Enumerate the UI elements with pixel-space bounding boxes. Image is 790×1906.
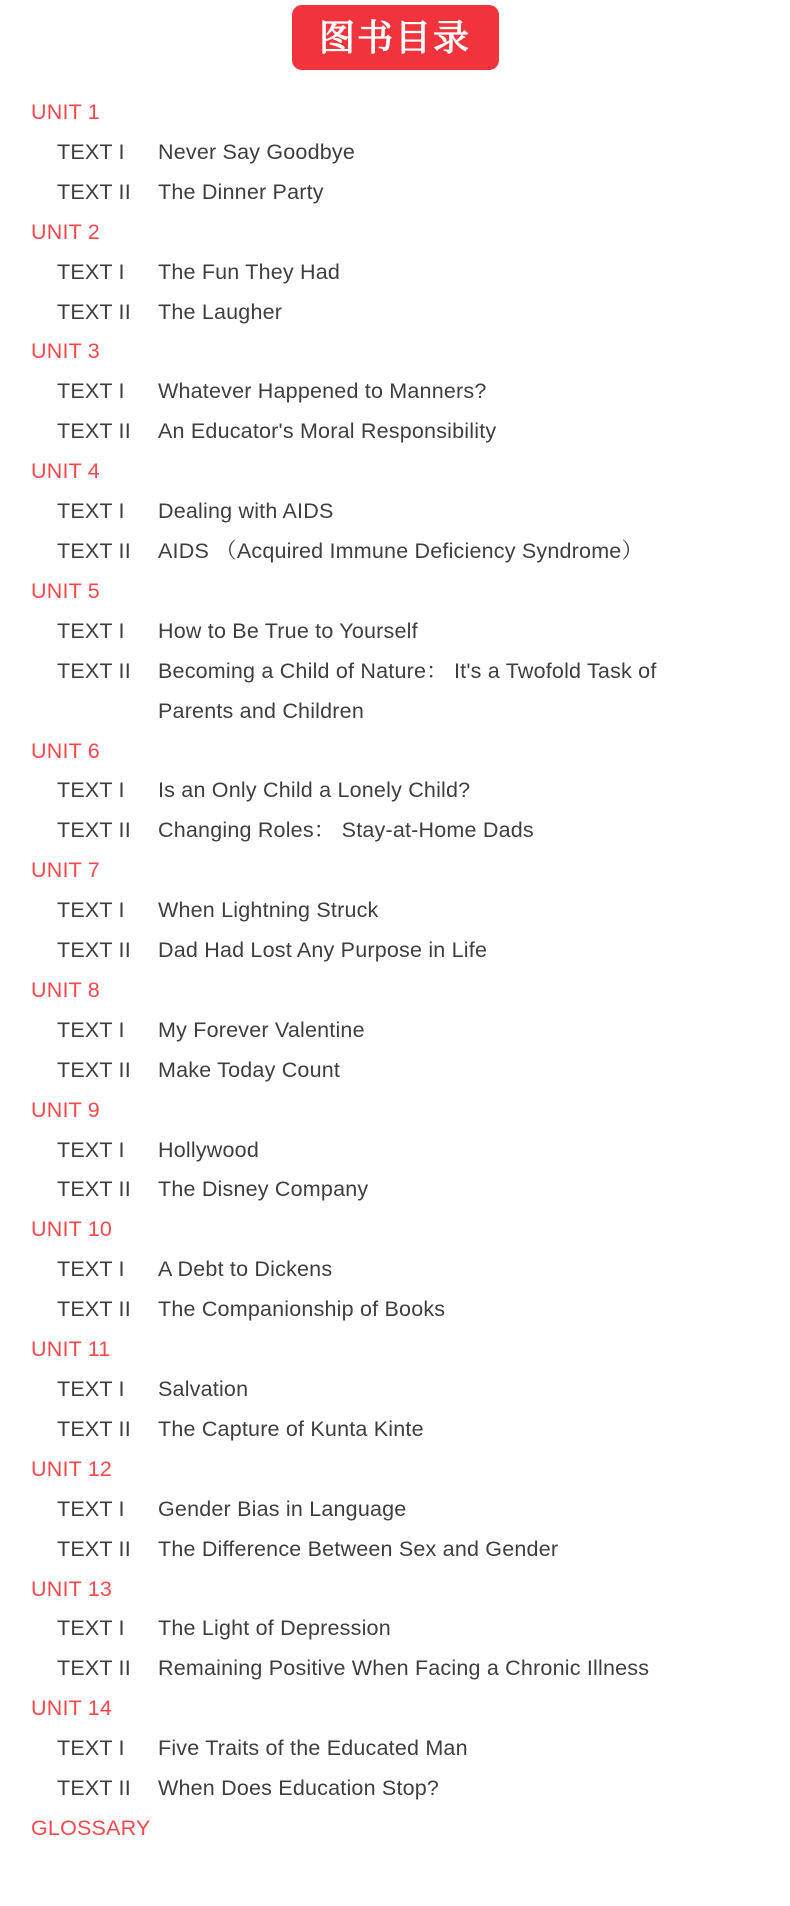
toc-entry xyxy=(0,253,790,293)
text-title: Whatever Happened to Manners? xyxy=(158,379,487,404)
toc-entry xyxy=(0,372,790,412)
text-title: Becoming a Child of Nature： It's a Twofold Task of Parents and Children xyxy=(158,658,657,723)
unit-heading-3: UNIT 3 xyxy=(31,339,100,364)
toc-entry xyxy=(0,1729,790,1769)
toc-entry xyxy=(0,1290,790,1330)
toc-entry xyxy=(0,1609,790,1649)
toc-entry xyxy=(0,612,790,652)
text-label: TEXT I xyxy=(57,499,125,524)
toc-entry xyxy=(0,891,790,931)
text-label: TEXT I xyxy=(57,1137,125,1162)
toc-entry xyxy=(0,1250,790,1290)
text-title: Gender Bias in Language xyxy=(158,1496,407,1521)
text-label: TEXT II xyxy=(57,1416,131,1441)
unit-heading-14: UNIT 14 xyxy=(31,1696,113,1721)
text-title: Salvation xyxy=(158,1377,249,1401)
text-title: Hollywood xyxy=(158,1137,259,1162)
text-title: Make Today Count xyxy=(158,1057,341,1082)
text-title: The Disney Company xyxy=(158,1177,369,1202)
unit-heading-4: UNIT 4 xyxy=(31,459,100,484)
toc-entry xyxy=(0,133,790,173)
toc-entry xyxy=(0,1051,790,1091)
text-label: TEXT I xyxy=(57,1496,125,1521)
toc-entry xyxy=(0,1170,790,1210)
toc-entry xyxy=(0,1011,790,1051)
text-label: TEXT II xyxy=(57,1177,131,1202)
text-title: The Capture of Kunta Kinte xyxy=(158,1416,424,1441)
toc-list xyxy=(0,93,790,1849)
unit-heading-8: UNIT 8 xyxy=(31,977,100,1002)
text-title: The Laugher xyxy=(158,299,283,324)
text-title: Remaining Positive When Facing a Chronic Illness xyxy=(158,1656,650,1681)
text-title: Changing Roles： Stay-at-Home Dads xyxy=(158,818,534,843)
text-title: Never Say Goodbye xyxy=(158,139,356,164)
text-label: TEXT II xyxy=(57,1536,131,1561)
unit-heading-1: UNIT 1 xyxy=(31,100,100,124)
text-title: How to Be True to Yourself xyxy=(158,618,418,643)
toc-entry xyxy=(0,293,790,333)
text-title: Is an Only Child a Lonely Child? xyxy=(158,778,471,803)
text-label: TEXT I xyxy=(57,1017,125,1042)
text-label: TEXT II xyxy=(57,658,131,683)
toc-entry xyxy=(0,412,790,452)
page-title-badge xyxy=(292,5,499,70)
text-title: The Difference Between Sex and Gender xyxy=(158,1536,559,1561)
unit-heading-2: UNIT 2 xyxy=(31,219,100,244)
text-label: TEXT I xyxy=(57,1257,125,1282)
text-label: TEXT II xyxy=(57,1656,131,1681)
text-label: TEXT II xyxy=(57,1297,131,1322)
toc-entry xyxy=(0,492,790,532)
text-title: When Does Education Stop? xyxy=(158,1776,440,1801)
text-title: Dad Had Lost Any Purpose in Life xyxy=(158,938,488,963)
text-title: A Debt to Dickens xyxy=(158,1257,333,1282)
toc-entry xyxy=(0,1410,790,1450)
text-title: My Forever Valentine xyxy=(158,1017,365,1042)
toc-entry xyxy=(0,652,790,732)
page-title: 图书目录 xyxy=(318,16,471,58)
text-label: TEXT I xyxy=(57,1377,125,1401)
unit-heading-5: UNIT 5 xyxy=(31,578,100,603)
text-title: The Companionship of Books xyxy=(158,1297,446,1322)
toc-entry xyxy=(0,771,790,811)
toc-entry xyxy=(0,173,790,213)
text-label: TEXT II xyxy=(57,419,131,444)
text-title: An Educator's Moral Responsibility xyxy=(158,419,497,444)
text-label: TEXT I xyxy=(57,379,125,404)
text-label: TEXT I xyxy=(57,618,125,643)
text-label: TEXT II xyxy=(57,538,131,563)
toc-entry xyxy=(0,1370,790,1410)
toc-entry xyxy=(0,1530,790,1570)
text-label: TEXT II xyxy=(57,179,131,204)
text-title: Dealing with AIDS xyxy=(158,499,334,524)
unit-heading-7: UNIT 7 xyxy=(31,858,100,883)
text-label: TEXT I xyxy=(57,259,125,284)
text-label: TEXT II xyxy=(57,299,131,324)
text-title: The Dinner Party xyxy=(158,179,324,204)
unit-heading-10: UNIT 10 xyxy=(31,1217,113,1242)
toc-entry xyxy=(0,1490,790,1530)
unit-heading-11: UNIT 11 xyxy=(31,1337,111,1362)
toc-entry xyxy=(0,1769,790,1809)
unit-heading-9: UNIT 9 xyxy=(31,1097,100,1122)
book-toc-page xyxy=(0,5,790,1849)
toc-entry xyxy=(0,1649,790,1689)
unit-heading-12: UNIT 12 xyxy=(31,1456,113,1481)
text-label: TEXT I xyxy=(57,139,125,164)
glossary-heading: GLOSSARY xyxy=(31,1815,151,1840)
text-title: AIDS （Acquired Immune Deficiency Syndrome） xyxy=(158,538,644,563)
toc-entry xyxy=(0,811,790,851)
text-label: TEXT I xyxy=(57,898,125,923)
text-label: TEXT I xyxy=(57,778,125,803)
unit-heading-6: UNIT 6 xyxy=(31,738,100,763)
text-title: The Fun They Had xyxy=(158,259,341,284)
toc-entry xyxy=(0,532,790,572)
toc-entry xyxy=(0,1131,790,1171)
text-title: Five Traits of the Educated Man xyxy=(158,1736,468,1761)
text-label: TEXT I xyxy=(57,1616,125,1641)
toc-entry xyxy=(0,931,790,971)
text-title: When Lightning Struck xyxy=(158,898,379,923)
unit-heading-13: UNIT 13 xyxy=(31,1576,113,1601)
text-label: TEXT II xyxy=(57,1776,131,1801)
text-label: TEXT I xyxy=(57,1736,125,1761)
text-label: TEXT II xyxy=(57,818,131,843)
text-title: The Light of Depression xyxy=(158,1616,391,1641)
text-label: TEXT II xyxy=(57,1057,131,1082)
text-label: TEXT II xyxy=(57,938,131,963)
